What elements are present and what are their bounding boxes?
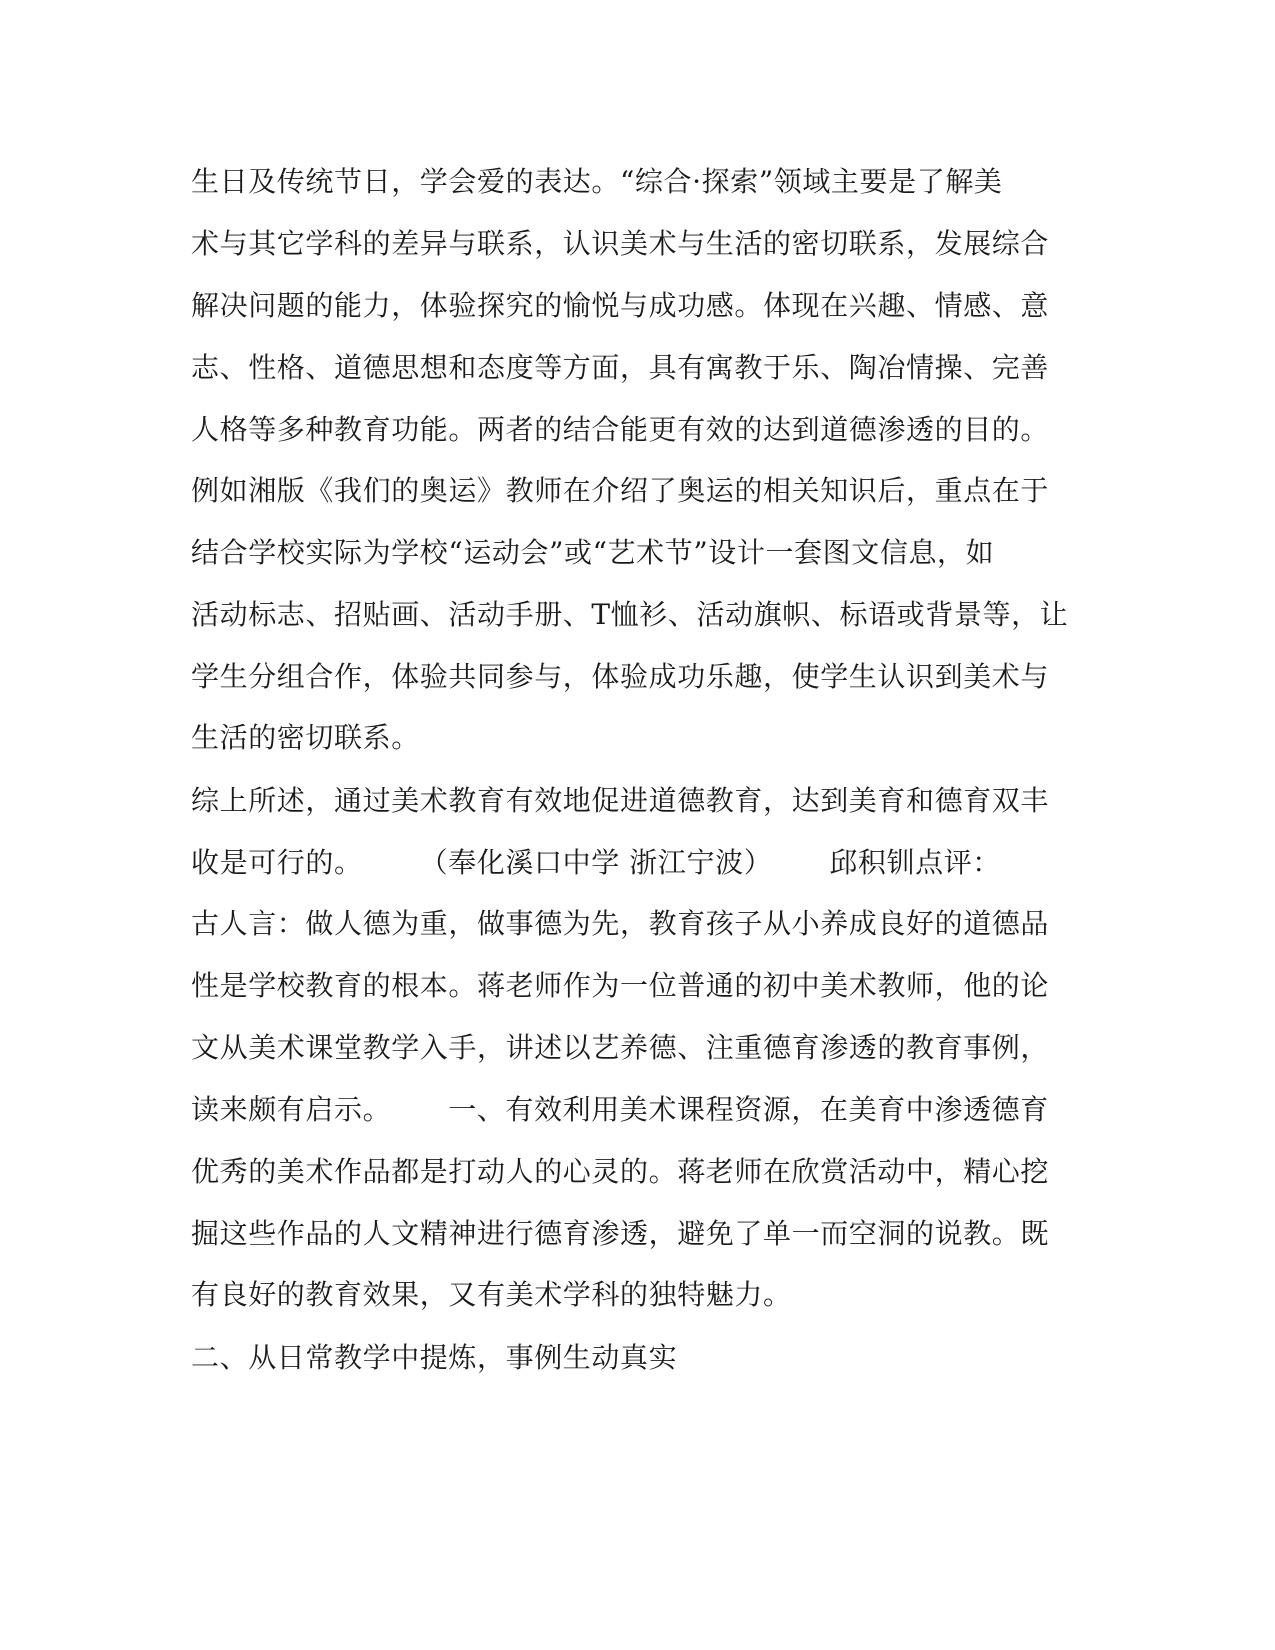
body-text-line: 人格等多种教育功能。两者的结合能更有效的达到道德渗透的目的。 [191,413,1050,446]
section-heading-line: 读来颇有启示。 一、有效利用美术课程资源，在美育中渗透德育 [191,1093,1049,1126]
body-text-line: 志、性格、道德思想和态度等方面，具有寓教于乐、陶冶情操、完善 [191,351,1050,384]
body-text-line: 术与其它学科的差异与联系，认识美术与生活的密切联系，发展综合 [191,227,1050,260]
body-text-line: 例如湘版《我们的奥运》教师在介绍了奥运的相关知识后，重点在于 [191,474,1050,507]
byline-line: 收是可行的。 （奉化溪口中学 浙江宁波） 邱积钏点评： [191,846,1001,879]
commentary-line: 性是学校教育的根本。蒋老师作为一位普通的初中美术教师，他的论 [191,969,1050,1002]
body-text-line: 活动标志、招贴画、活动手册、T恤衫、活动旗帜、标语或背景等，让 [191,598,1069,631]
conclusion-line: 综上所述，通过美术教育有效地促进道德教育，达到美育和德育双丰 [191,784,1050,817]
body-text-line: 学生分组合作，体验共同参与，体验成功乐趣，使学生认识到美术与 [191,660,1050,693]
body-text-line: 生日及传统节日，学会爱的表达。“综合·探索”领域主要是了解美 [191,165,1003,198]
commentary-line: 掘这些作品的人文精神进行德育渗透，避免了单一而空洞的说教。既 [191,1217,1050,1250]
commentary-line: 文从美术课堂教学入手，讲述以艺养德、注重德育渗透的教育事例， [191,1031,1050,1064]
commentary-line: 有良好的教育效果，又有美术学科的独特魅力。 [191,1278,792,1311]
body-text-line: 解决问题的能力，体验探究的愉悦与成功感。体现在兴趣、情感、意 [191,289,1050,322]
body-text-line: 结合学校实际为学校“运动会”或“艺术节”设计一套图文信息，如 [191,536,995,569]
body-text-line: 生活的密切联系。 [191,721,420,754]
section-heading: 二、从日常教学中提炼，事例生动真实 [191,1341,678,1374]
commentary-line: 优秀的美术作品都是打动人的心灵的。蒋老师在欣赏活动中，精心挖 [191,1155,1050,1188]
commentary-line: 古人言：做人德为重，做事德为先，教育孩子从小养成良好的道德品 [191,907,1050,940]
